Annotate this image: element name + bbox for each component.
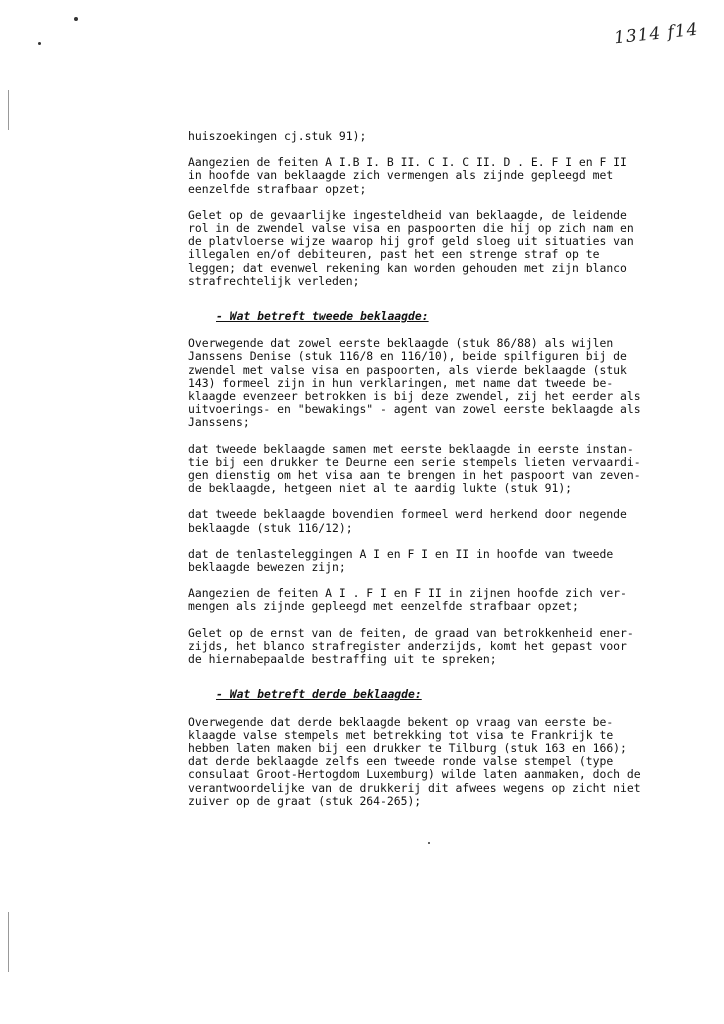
- paragraph: huiszoekingen cj.stuk 91);: [188, 129, 367, 143]
- paragraph: dat de tenlasteleggingen A I en F I en II in hoofde van tweede beklaagde bewezen zijn;: [188, 546, 614, 575]
- paragraph: Overwegende dat derde beklaagde bekent op vraag van eerste be- klaagde valse stempels met betrekking tot visa te Frankrijk te hebben laten maken bij een drukker te Tilburg (stuk 163 en 166); dat derde beklaagde zelfs een tweede ronde valse stempel (type consulaat Groot-Hertogdom Luxemburg) wilde laten aanmaken, doch de verantwoordelijke van de drukkerij dit afwees wegens op zicht niet zuiver op de graat (stuk 264-265);: [188, 714, 641, 808]
- scan-speck: [74, 17, 78, 21]
- scan-edge-line: [8, 912, 9, 972]
- paragraph: dat tweede beklaagde samen met eerste beklaagde in eerste instan- tie bij een drukker te Deurne een serie stempels lieten vervaardi- gen dienstig om het visa aan te brengen in het paspoort van zeven- de beklaagde, hetgeen niet al te aardig lukte (stuk 91);: [188, 441, 641, 496]
- paragraph: Gelet op de ernst van de feiten, de graad van betrokkenheid ener- zijds, het blanco strafregister anderzijds, komt het gepast voor de hiernabepaalde bestraffing uit te spreken;: [188, 625, 634, 667]
- document-body: [188, 130, 718, 821]
- section-heading: - Wat betreft derde beklaagde:: [216, 687, 422, 702]
- paragraph: Overwegende dat zowel eerste beklaagde (stuk 86/88) als wijlen Janssens Denise (stuk 116/8 en 116/10), beide spilfiguren bij de zwendel met valse visa en paspoorten, als vierde beklaagde (stuk 143) formeel zijn in hun verklaringen, met name dat tweede be- klaagde evenzeer betrokken is bij deze zwendel, zij het eerder als uitvoerings- en "bewakings" - agent van zowel eerste beklaagde als Janssens;: [188, 336, 641, 430]
- section-heading: - Wat betreft tweede beklaagde:: [216, 309, 429, 324]
- handwritten-page-number: 1314 f14: [613, 19, 700, 49]
- paragraph: Gelet op de gevaarlijke ingesteldheid van beklaagde, de leidende rol in de zwendel valse visa en paspoorten die hij op zich nam en de platvloerse wijze waarop hij grof geld sloeg uit situaties van illegalen en/of debiteuren, past het een strenge straf op te leggen; dat evenwel rekening kan worden gehouden met zijn blanco strafrechtelijk verleden;: [188, 207, 634, 288]
- scan-speck: [38, 42, 41, 45]
- paragraph: Aangezien de feiten A I.B I. B II. C I. C II. D . E. F I en F II in hoofde van beklaagde zich vermengen als zijnde gepleegd met eenzelfde strafbaar opzet;: [188, 155, 627, 196]
- scan-edge-line: [8, 90, 9, 130]
- paragraph: Aangezien de feiten A I . F I en F II in zijnen hoofde zich ver- mengen als zijnde gepleegd met eenzelfde strafbaar opzet;: [188, 586, 627, 614]
- paragraph: dat tweede beklaagde bovendien formeel werd herkend door negende beklaagde (stuk 116/12);: [188, 507, 627, 535]
- scan-speck: [428, 842, 430, 844]
